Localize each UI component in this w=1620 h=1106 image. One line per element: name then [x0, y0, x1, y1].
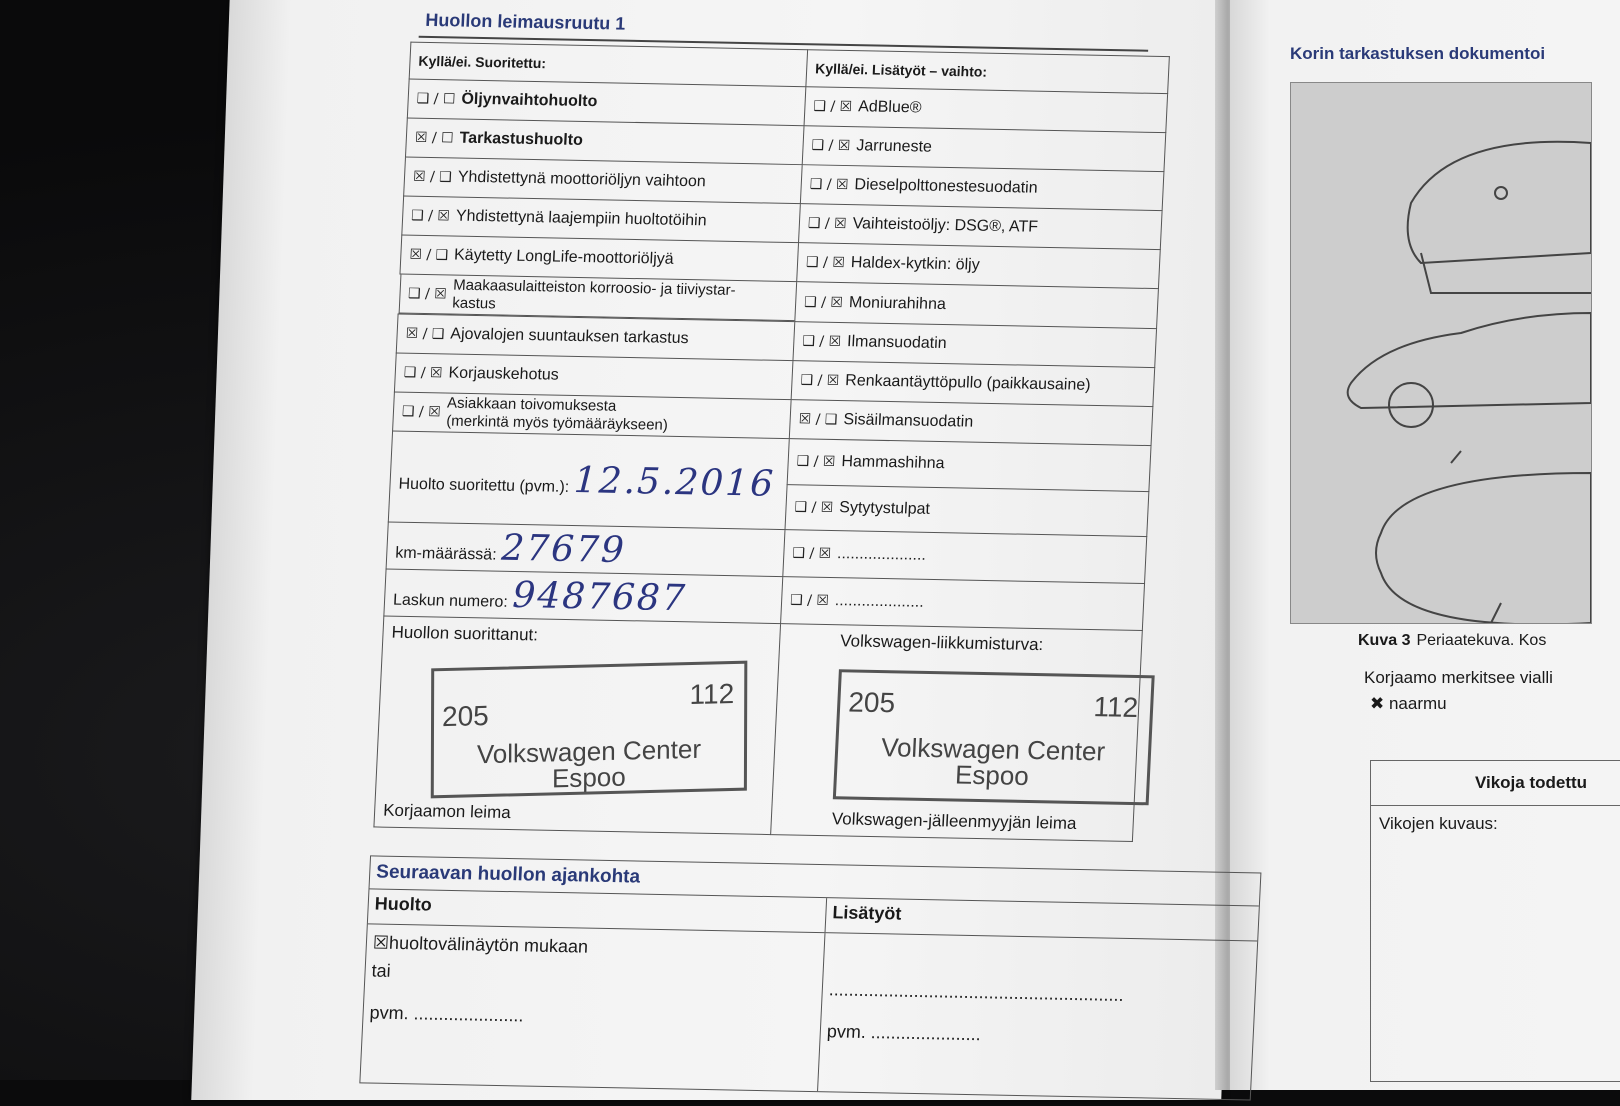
dealer-stamp-cell [771, 624, 1143, 842]
invoice-cell [384, 569, 783, 624]
workshop-stamp [431, 661, 748, 799]
date-line[interactable]: pvm. ...................... [369, 1002, 525, 1026]
checkbox-pair[interactable]: ❑ / ☒ [800, 372, 840, 390]
stamp-bottom-label: Volkswagen-jälleenmyyjän leima [831, 809, 1077, 833]
stamp-name-2: Espoo [551, 761, 626, 794]
dotted-line: .................... [836, 545, 927, 564]
right-label: Dieselpolttonestesuodatin [854, 176, 1038, 197]
checkbox-pair[interactable]: ❑ / ☒ [805, 254, 846, 272]
service-table [373, 42, 1169, 842]
dotted-line: .................... [834, 592, 925, 611]
next-service-title: Seuraavan huollon ajankohta [369, 856, 1260, 906]
left-label: Maakaasulaitteiston korroosio- ja tiiviystar- kastus [451, 276, 736, 313]
checkbox-pair[interactable]: ❑ / ☒ [811, 137, 851, 155]
right-label: Renkaantäyttöpullo (paikkausaine) [844, 372, 1091, 394]
car-outline-icon [1291, 83, 1591, 623]
car-diagram-panel [1290, 82, 1592, 624]
left-label: Asiakkaan toivomuksesta (merkintä myös työmääräykseen) [445, 394, 669, 434]
stamp-bottom-label: Korjaamon leima [382, 800, 512, 823]
workshop-note: Korjaamo merkitsee vialli [1364, 668, 1553, 687]
km-label: km-määrässä: [394, 544, 498, 564]
right-cell [793, 322, 1157, 368]
checkbox-pair[interactable]: ❑ / ☒ [807, 215, 848, 233]
date-label: Huolto suoritettu (pvm.): [398, 475, 570, 496]
checkbox-pair[interactable]: ❑ / ☒ [401, 403, 442, 421]
checkbox-pair[interactable]: ❑ / ☒ [407, 285, 448, 303]
checkbox-pair[interactable]: ❑ / ☒ [813, 98, 853, 116]
right-cell [781, 577, 1145, 631]
handwritten-invoice[interactable]: 9487687 [511, 574, 688, 619]
col-lisatyot: Lisätyöt [832, 902, 902, 924]
right-page-title: Korin tarkastuksen dokumentoi [1290, 44, 1546, 63]
date-cell [388, 431, 789, 530]
right-cell [783, 530, 1147, 584]
right-label: Haldex-kytkin: öljy [850, 254, 981, 274]
left-label: Käytetty LongLife-moottoriöljyä [453, 246, 675, 268]
lisatyot-body [818, 933, 1257, 1099]
section-title: Huollon leimausruutu 1 [424, 9, 626, 34]
right-cell [785, 484, 1149, 536]
faults-box [1370, 760, 1620, 1082]
right-label: Sisäilmansuodatin [843, 411, 974, 431]
checkbox-pair[interactable]: ☒ / ❑ [412, 168, 453, 186]
right-cell [789, 400, 1153, 446]
checkbox-pair[interactable]: ☒ / ☐ [414, 129, 454, 147]
faults-description-label: Vikojen kuvaus: [1379, 814, 1498, 833]
checkbox-pair[interactable]: ❑ / ☒ [792, 545, 832, 563]
left-label: Korjauskehotus [448, 364, 560, 384]
extra-work-line[interactable]: ........................................................... [828, 979, 1125, 1005]
right-label: AdBlue® [857, 98, 922, 117]
scratch-legend: ✖ naarmu [1370, 694, 1447, 713]
figure-caption [1358, 632, 1546, 650]
extra-date-line[interactable]: pvm. ...................... [826, 1021, 982, 1045]
header-right: Kyllä/ei. Lisätyöt – vaihto: [806, 50, 1169, 94]
checkbox-pair[interactable]: ❑ / ☒ [802, 333, 842, 351]
faults-header: Vikoja todettu [1371, 761, 1620, 806]
right-label: Jarruneste [855, 137, 933, 156]
body-inspection-page [1290, 40, 1620, 1080]
left-label: Ajovalojen suuntauksen tarkastus [449, 325, 689, 348]
checkbox-pair[interactable]: ❑ / ☒ [796, 453, 836, 471]
workshop-stamp-cell [374, 616, 781, 835]
checkbox-pair[interactable]: ❑ / ☒ [410, 207, 451, 225]
col-huolto: Huolto [368, 889, 827, 932]
or-text: tai [371, 960, 392, 981]
stamp-row [374, 616, 1142, 842]
checkbox-pair[interactable]: ❑ / ☐ [416, 90, 456, 108]
handwritten-date[interactable]: 12.5.2016 [573, 459, 777, 505]
left-label: Yhdistettynä moottoriöljyn vaihtoon [457, 168, 707, 191]
right-cell [787, 439, 1151, 491]
huolto-body [360, 924, 825, 1091]
invoice-label: Laskun numero: [392, 591, 509, 611]
caption-label: Kuva 3 [1358, 632, 1411, 649]
checkbox-pair[interactable]: ❑ / ☒ [794, 499, 834, 516]
left-label: Yhdistettynä laajempiin huoltotöihin [455, 207, 707, 230]
km-cell [386, 522, 785, 577]
stamp-name-1: Volkswagen Center [476, 733, 702, 770]
caption-text: Periaatekuva. Kos [1416, 632, 1547, 649]
right-cell [797, 243, 1161, 289]
left-cell [398, 275, 796, 322]
right-label: Vaihteistoöljy: DSG®, ATF [852, 215, 1039, 236]
right-label: Moniurahihna [848, 293, 947, 313]
interval-checkbox-line[interactable]: ☒huoltovälinäytön mukaan [372, 932, 589, 957]
next-service-body [360, 924, 1257, 1099]
left-label: Tarkastushuolto [459, 129, 584, 149]
right-cell [795, 282, 1159, 329]
stamp-number: 112 [689, 677, 735, 711]
left-label: Öljynvaihtohuolto [461, 90, 598, 111]
dealer-stamp [833, 669, 1155, 805]
handwritten-km[interactable]: 27679 [500, 527, 627, 571]
checkbox-pair[interactable]: ❑ / ☒ [803, 293, 844, 311]
stamp-top-label: Huollon suorittanut: [391, 622, 539, 645]
stamp-top-label: Volkswagen-liikkumisturva: [839, 631, 1044, 655]
checkbox-pair[interactable]: ☒ / ❑ [798, 411, 838, 429]
checkbox-pair[interactable]: ❑ / ☒ [403, 364, 443, 382]
checkbox-pair[interactable]: ❑ / ☒ [809, 176, 849, 194]
checkbox-pair[interactable]: ☒ / ❑ [405, 325, 445, 343]
right-label: Hammashihna [841, 453, 945, 473]
stamp-name-1: Volkswagen Center [880, 732, 1106, 767]
right-label: Ilmansuodatin [846, 333, 948, 353]
service-stamp-form [279, 8, 1229, 1105]
checkbox-pair[interactable]: ☒ / ❑ [409, 246, 449, 264]
stamp-name-2: Espoo [954, 759, 1030, 791]
header-left: Kyllä/ei. Suoritettu: [409, 42, 807, 87]
stamp-code: 205 [847, 686, 896, 719]
stamp-code: 205 [441, 699, 489, 733]
checkbox-pair[interactable]: ❑ / ☒ [789, 592, 830, 610]
right-label: Sytytystulpat [838, 498, 931, 518]
stamp-number: 112 [1092, 691, 1139, 724]
next-service-box [359, 855, 1261, 1100]
